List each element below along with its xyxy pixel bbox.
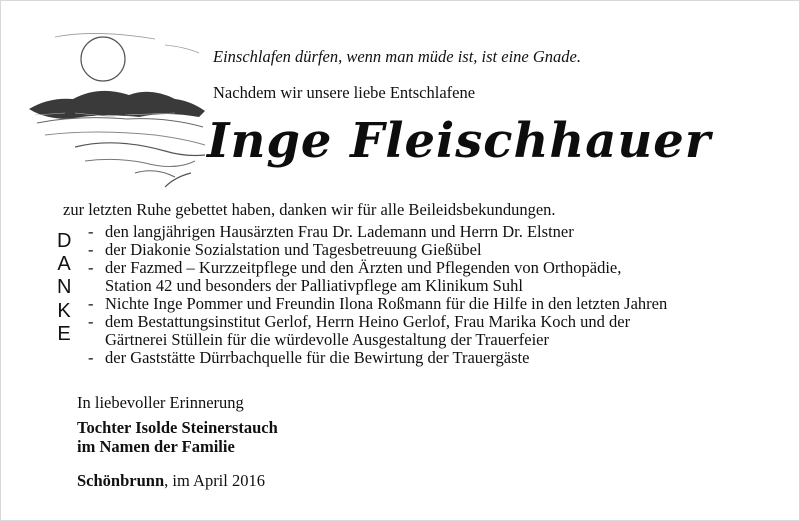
list-dash: - <box>88 258 94 277</box>
list-item-text: der Fazmed – Kurzzeitpflege und den Ärzten und Pflegenden von Orthopädie, <box>105 258 622 277</box>
motto: Einschlafen dürfen, wenn man müde ist, ist eine Gnade. <box>213 47 581 66</box>
list-item-text: Station 42 und besonders der Palliativpflege am Klinikum Suhl <box>105 276 523 295</box>
danke-letter: N <box>57 276 72 299</box>
list-item <box>88 313 667 349</box>
thanks-line: zur letzten Ruhe gebettet haben, danken wir für alle Beileidsbekundungen. <box>63 200 556 219</box>
list-item <box>88 295 667 313</box>
family-signature <box>77 418 278 456</box>
place-date <box>77 471 265 491</box>
list-item-text: Nichte Inge Pommer und Freundin Ilona Roßmann für die Hilfe in den letzten Jahren <box>105 294 668 313</box>
list-item <box>88 349 667 367</box>
list-item-text: Gärtnerei Stüllein für die würdevolle Ausgestaltung der Trauerfeier <box>105 330 550 349</box>
family-line-1: Tochter Isolde Steinerstauch <box>77 418 278 437</box>
date-text: , im April 2016 <box>164 471 265 490</box>
list-item <box>88 241 667 259</box>
list-item-text: dem Bestattungsinstitut Gerlof, Herrn Heino Gerlof, Frau Marika Koch und der <box>105 312 631 331</box>
danke-vertical <box>57 230 71 346</box>
list-item-text: der Gaststätte Dürrbachquelle für die Bewirtung der Trauergäste <box>105 348 530 367</box>
list-item <box>88 259 667 295</box>
closing-phrase: In liebevoller Erinnerung <box>77 393 244 412</box>
list-item-text: den langjährigen Hausärzten Frau Dr. Lademann und Herrn Dr. Elstner <box>105 222 574 241</box>
family-line-2: im Namen der Familie <box>77 437 235 456</box>
list-dash: - <box>88 312 94 331</box>
list-dash: - <box>88 294 94 313</box>
list-dash: - <box>88 222 94 241</box>
danke-letter: A <box>57 253 71 276</box>
list-dash: - <box>88 348 94 367</box>
thanks-list <box>88 223 667 367</box>
list-item <box>88 223 667 241</box>
danke-letter: E <box>57 322 71 345</box>
list-item-text: der Diakonie Sozialstation und Tagesbetreuung Gießübel <box>105 240 482 259</box>
deceased-name: Inge Fleischhauer <box>207 113 712 169</box>
sunset-landscape-sketch-icon <box>15 23 215 199</box>
intro-text: Nachdem wir unsere liebe Entschlafene <box>213 83 476 102</box>
sun-circle <box>81 37 125 81</box>
place-name: Schönbrunn <box>77 471 165 490</box>
danke-letter: K <box>57 299 71 322</box>
list-dash: - <box>88 240 94 259</box>
danke-letter: D <box>57 230 72 252</box>
